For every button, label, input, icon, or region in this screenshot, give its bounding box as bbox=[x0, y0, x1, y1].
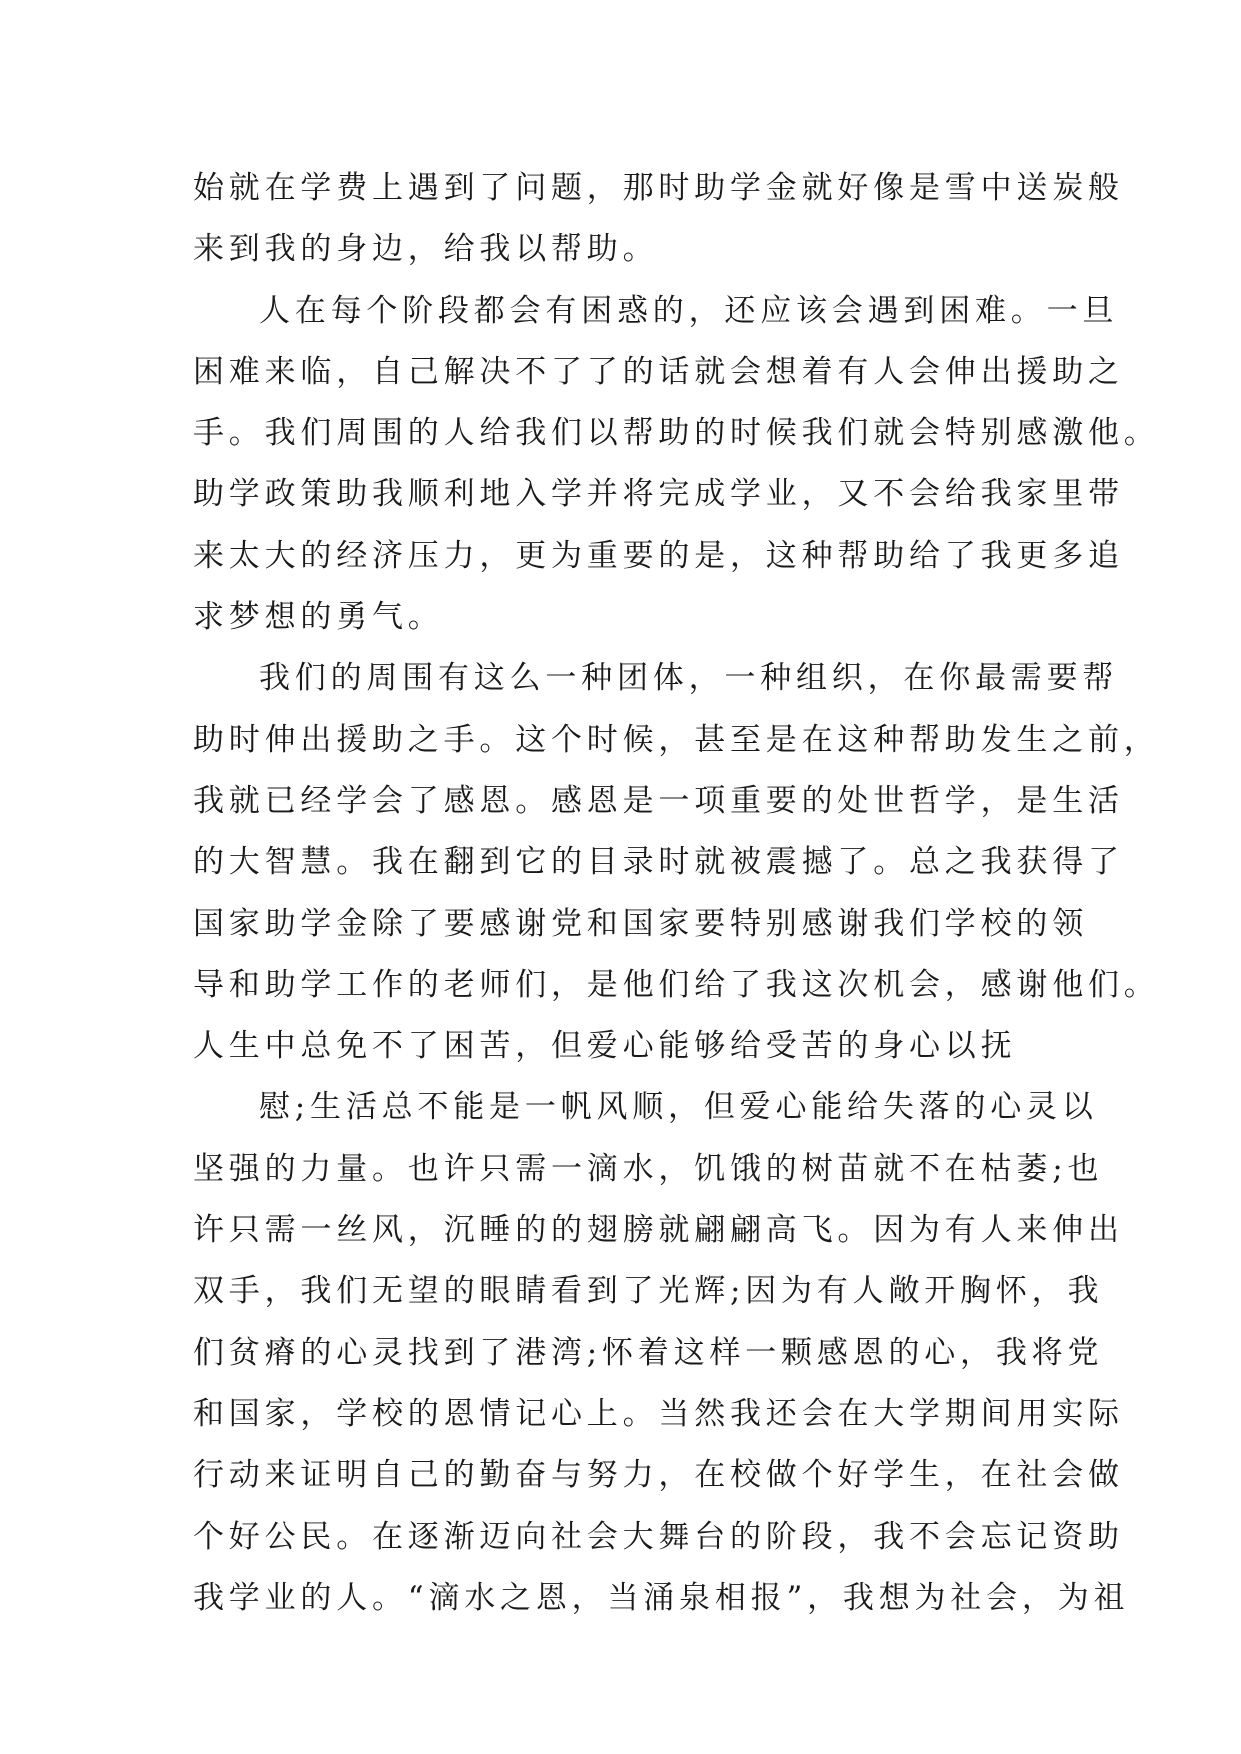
text-line: 双手，我们无望的眼睛看到了光辉;因为有人敞开胸怀，我 bbox=[193, 1273, 1104, 1310]
text-line: 我们的周围有这么一种团体，一种组织，在你最需要帮 bbox=[259, 660, 1119, 697]
text-line: 们贫瘠的心灵找到了港湾;怀着这样一颗感恩的心，我将党 bbox=[193, 1334, 1104, 1371]
text-line: 许只需一丝风，沉睡的的翅膀就翩翩高飞。因为有人来伸出 bbox=[193, 1212, 1124, 1249]
text-line: 人生中总免不了困苦，但爱心能够给受苦的身心以抚 bbox=[193, 1028, 1017, 1065]
text-line: 行动来证明自己的勤奋与努力，在校做个好学生，在社会做 bbox=[193, 1457, 1124, 1494]
text-line: 求梦想的勇气。 bbox=[193, 599, 444, 636]
text-line: 助时伸出援助之手。这个时候，甚至是在这种帮助发生之前， bbox=[193, 721, 1160, 758]
text-line: 来到我的身边，给我以帮助。 bbox=[193, 231, 659, 268]
text-line: 和国家，学校的恩情记心上。当然我还会在大学期间用实际 bbox=[193, 1395, 1124, 1432]
text-line: 的大智慧。我在翻到它的目录时就被震撼了。总之我获得了 bbox=[193, 844, 1124, 881]
text-line: 我学业的人。“滴水之恩，当涌泉相报”，我想为社会，为祖 bbox=[193, 1579, 1130, 1616]
text-line: 坚强的力量。也许只需一滴水，饥饿的树苗就不在枯萎;也 bbox=[193, 1150, 1104, 1187]
text-line: 人在每个阶段都会有困惑的，还应该会遇到困难。一旦 bbox=[259, 292, 1119, 329]
text-line: 始就在学费上遇到了问题，那时助学金就好像是雪中送炭般 bbox=[193, 170, 1124, 206]
text-line: 我就已经学会了感恩。感恩是一项重要的处世哲学，是生活 bbox=[193, 782, 1124, 819]
text-line: 困难来临，自己解决不了了的话就会想着有人会伸出援助之 bbox=[193, 353, 1124, 390]
text-line: 导和助学工作的老师们，是他们给了我这次机会，感谢他们。 bbox=[193, 966, 1160, 1003]
text-line: 慰;生活总不能是一帆风顺，但爱心能给失落的心灵以 bbox=[259, 1089, 1098, 1126]
text-line: 手。我们周围的人给我们以帮助的时候我们就会特别感激他。 bbox=[193, 415, 1160, 452]
text-line: 来太大的经济压力，更为重要的是，这种帮助给了我更多追 bbox=[193, 537, 1124, 574]
text-line: 国家助学金除了要感谢党和国家要特别感谢我们学校的领 bbox=[193, 905, 1088, 942]
text-line: 个好公民。在逐渐迈向社会大舞台的阶段，我不会忘记资助 bbox=[193, 1518, 1124, 1555]
text-line: 助学政策助我顺利地入学并将完成学业，又不会给我家里带 bbox=[193, 476, 1124, 513]
body-text bbox=[193, 158, 1160, 1629]
